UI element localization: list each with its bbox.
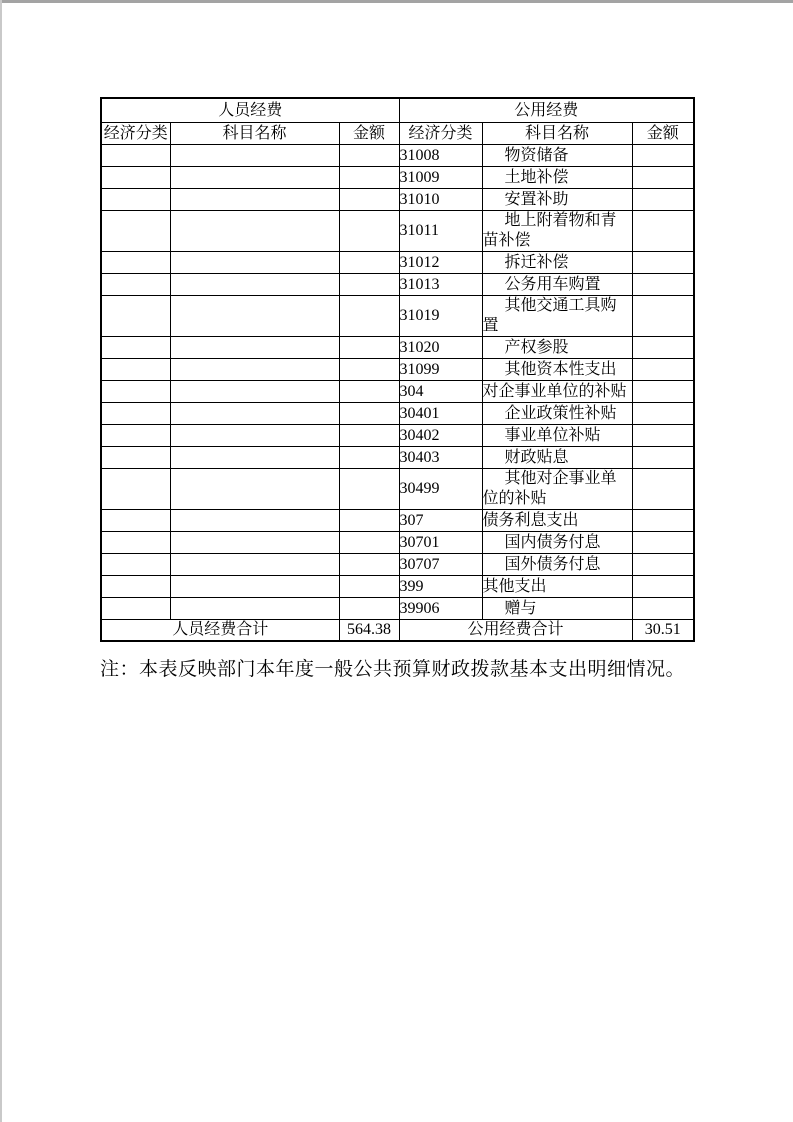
table-row: [101, 532, 694, 554]
right-economic-class-cell: 31020: [399, 337, 482, 359]
left-economic-class-cell: [101, 252, 170, 274]
right-amount-cell: [632, 359, 694, 381]
right-amount-cell: [632, 447, 694, 469]
left-subject-name-cell: [170, 167, 339, 189]
right-economic-class-cell: 30701: [399, 532, 482, 554]
table-row: [101, 403, 694, 425]
left-amount-cell: [339, 145, 399, 167]
left-subject-name-cell: [170, 425, 339, 447]
right-subject-name-cell: 国内债务付息: [482, 532, 632, 554]
right-economic-class-cell: 31011: [399, 211, 482, 252]
left-subject-name-header: 科目名称: [170, 123, 339, 145]
right-amount-cell: [632, 425, 694, 447]
right-economic-class-cell: 31019: [399, 296, 482, 337]
right-economic-class-cell: 30403: [399, 447, 482, 469]
right-economic-class-cell: 307: [399, 510, 482, 532]
left-subject-name-cell: [170, 469, 339, 510]
left-subject-name-cell: [170, 554, 339, 576]
left-economic-class-cell: [101, 425, 170, 447]
right-subject-name-cell: 安置补助: [482, 189, 632, 211]
left-economic-class-cell: [101, 359, 170, 381]
right-subject-name-cell: 其他支出: [482, 576, 632, 598]
table-row: [101, 576, 694, 598]
left-economic-class-cell: [101, 211, 170, 252]
page-left-edge: [0, 0, 2, 1122]
left-economic-class-cell: [101, 274, 170, 296]
right-economic-class-cell: 304: [399, 381, 482, 403]
left-economic-class-cell: [101, 532, 170, 554]
total-row: [101, 620, 694, 642]
left-amount-cell: [339, 252, 399, 274]
table-row: [101, 145, 694, 167]
left-amount-cell: [339, 469, 399, 510]
right-economic-class-cell: 30401: [399, 403, 482, 425]
right-subject-name-cell: 拆迁补偿: [482, 252, 632, 274]
left-amount-cell: [339, 274, 399, 296]
right-economic-class-cell: 31013: [399, 274, 482, 296]
personnel-total-amount: 564.38: [339, 620, 399, 642]
right-subject-name-cell: 财政贴息: [482, 447, 632, 469]
left-subject-name-cell: [170, 576, 339, 598]
right-amount-cell: [632, 274, 694, 296]
left-amount-cell: [339, 359, 399, 381]
left-subject-name-cell: [170, 296, 339, 337]
left-amount-cell: [339, 598, 399, 620]
left-subject-name-cell: [170, 359, 339, 381]
right-subject-name-cell: 国外债务付息: [482, 554, 632, 576]
table-row: [101, 296, 694, 337]
right-amount-cell: [632, 469, 694, 510]
page-top-edge: [0, 0, 793, 3]
right-economic-class-cell: 30402: [399, 425, 482, 447]
right-amount-cell: [632, 252, 694, 274]
left-economic-class-cell: [101, 381, 170, 403]
left-amount-cell: [339, 167, 399, 189]
left-amount-cell: [339, 554, 399, 576]
right-subject-name-cell: 物资储备: [482, 145, 632, 167]
left-subject-name-cell: [170, 189, 339, 211]
left-subject-name-cell: [170, 337, 339, 359]
left-subject-name-cell: [170, 532, 339, 554]
public-funds-title: 公用经费: [399, 98, 694, 123]
column-header-row: [101, 123, 694, 145]
table-row: [101, 447, 694, 469]
left-subject-name-cell: [170, 403, 339, 425]
right-amount-cell: [632, 598, 694, 620]
left-economic-class-cell: [101, 145, 170, 167]
right-amount-cell: [632, 381, 694, 403]
right-subject-name-header: 科目名称: [482, 123, 632, 145]
left-subject-name-cell: [170, 211, 339, 252]
table-row: [101, 510, 694, 532]
right-amount-cell: [632, 145, 694, 167]
personnel-total-label: 人员经费合计: [101, 620, 339, 642]
right-subject-name-cell: 产权参股: [482, 337, 632, 359]
right-subject-name-cell: 债务利息支出: [482, 510, 632, 532]
right-amount-header: 金额: [632, 123, 694, 145]
left-economic-class-cell: [101, 510, 170, 532]
table-row: [101, 554, 694, 576]
right-subject-name-cell: 其他交通工具购置: [482, 296, 632, 337]
left-amount-cell: [339, 403, 399, 425]
right-subject-name-cell: 公务用车购置: [482, 274, 632, 296]
left-amount-cell: [339, 425, 399, 447]
left-economic-class-cell: [101, 576, 170, 598]
basic-expenditure-table: [100, 97, 695, 642]
right-subject-name-cell: 土地补偿: [482, 167, 632, 189]
table-row: [101, 337, 694, 359]
left-subject-name-cell: [170, 381, 339, 403]
left-subject-name-cell: [170, 145, 339, 167]
right-amount-cell: [632, 576, 694, 598]
personnel-funds-title: 人员经费: [101, 98, 399, 123]
right-subject-name-cell: 对企事业单位的补贴: [482, 381, 632, 403]
right-amount-cell: [632, 337, 694, 359]
table-row: [101, 381, 694, 403]
left-subject-name-cell: [170, 274, 339, 296]
table-row: [101, 359, 694, 381]
table-row: [101, 598, 694, 620]
left-subject-name-cell: [170, 447, 339, 469]
left-economic-class-cell: [101, 403, 170, 425]
left-subject-name-cell: [170, 252, 339, 274]
left-economic-class-cell: [101, 296, 170, 337]
left-economic-class-cell: [101, 167, 170, 189]
left-economic-class-cell: [101, 598, 170, 620]
left-economic-class-cell: [101, 447, 170, 469]
left-amount-cell: [339, 211, 399, 252]
left-economic-class-cell: [101, 469, 170, 510]
left-amount-cell: [339, 296, 399, 337]
left-economic-class-cell: [101, 337, 170, 359]
right-subject-name-cell: 其他对企事业单位的补贴: [482, 469, 632, 510]
public-total-label: 公用经费合计: [399, 620, 632, 642]
table-body: [101, 145, 694, 620]
left-economic-class-cell: [101, 554, 170, 576]
left-amount-cell: [339, 532, 399, 554]
left-amount-header: 金额: [339, 123, 399, 145]
right-economic-class-header: 经济分类: [399, 123, 482, 145]
left-amount-cell: [339, 447, 399, 469]
table-row: [101, 274, 694, 296]
table-footnote: 注：本表反映部门本年度一般公共预算财政拨款基本支出明细情况。: [100, 659, 686, 680]
left-economic-class-cell: [101, 189, 170, 211]
right-subject-name-cell: 地上附着物和青苗补偿: [482, 211, 632, 252]
public-total-amount: 30.51: [632, 620, 694, 642]
table-row: [101, 469, 694, 510]
right-amount-cell: [632, 211, 694, 252]
right-economic-class-cell: 399: [399, 576, 482, 598]
right-amount-cell: [632, 510, 694, 532]
right-amount-cell: [632, 532, 694, 554]
left-subject-name-cell: [170, 510, 339, 532]
right-amount-cell: [632, 554, 694, 576]
table-row: [101, 425, 694, 447]
right-economic-class-cell: 30499: [399, 469, 482, 510]
right-economic-class-cell: 31009: [399, 167, 482, 189]
right-subject-name-cell: 事业单位补贴: [482, 425, 632, 447]
table-row: [101, 189, 694, 211]
left-economic-class-header: 经济分类: [101, 123, 170, 145]
right-economic-class-cell: 31008: [399, 145, 482, 167]
right-subject-name-cell: 赠与: [482, 598, 632, 620]
left-amount-cell: [339, 381, 399, 403]
right-amount-cell: [632, 189, 694, 211]
right-amount-cell: [632, 403, 694, 425]
section-title-row: [101, 98, 694, 123]
table-row: [101, 252, 694, 274]
table-row: [101, 211, 694, 252]
left-amount-cell: [339, 189, 399, 211]
right-economic-class-cell: 31012: [399, 252, 482, 274]
right-economic-class-cell: 31099: [399, 359, 482, 381]
right-economic-class-cell: 39906: [399, 598, 482, 620]
right-amount-cell: [632, 296, 694, 337]
left-subject-name-cell: [170, 598, 339, 620]
table-row: [101, 167, 694, 189]
right-economic-class-cell: 31010: [399, 189, 482, 211]
right-subject-name-cell: 其他资本性支出: [482, 359, 632, 381]
right-amount-cell: [632, 167, 694, 189]
left-amount-cell: [339, 576, 399, 598]
left-amount-cell: [339, 510, 399, 532]
left-amount-cell: [339, 337, 399, 359]
right-economic-class-cell: 30707: [399, 554, 482, 576]
right-subject-name-cell: 企业政策性补贴: [482, 403, 632, 425]
